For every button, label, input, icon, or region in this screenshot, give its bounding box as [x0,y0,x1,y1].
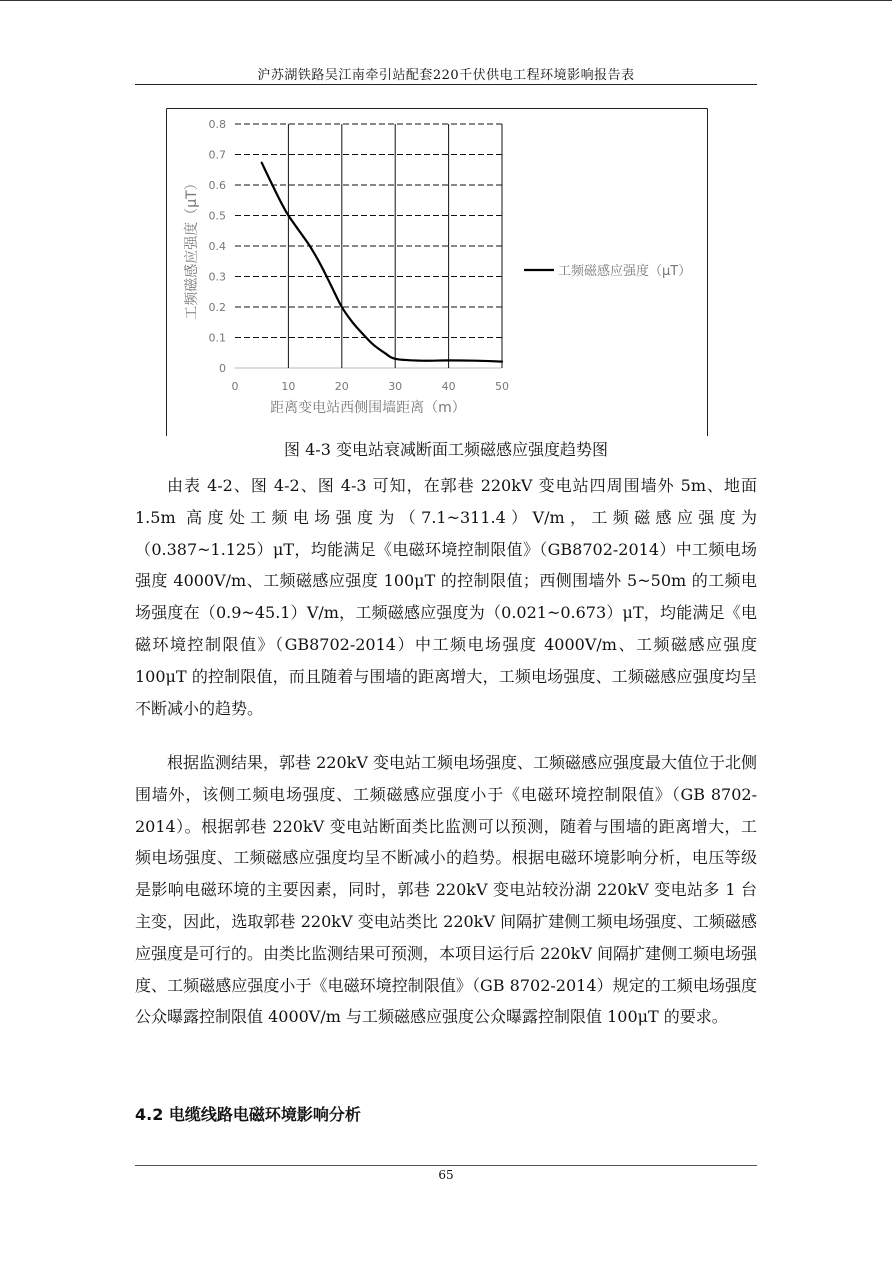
decay-chart [166,108,708,436]
legend-label: 工频磁感应强度（μT） [558,264,692,279]
x-tick-label: 40 [441,380,456,393]
page-header-title: 沪苏湖铁路吴江南牵引站配套220千伏供电工程环境影响报告表 [257,68,635,83]
y-tick-label: 0.4 [208,240,226,253]
x-tick-labels [232,380,510,393]
grid-layer [235,124,502,368]
x-axis-label: 距离变电站西侧围墙距离（m） [270,400,466,416]
header-rule [135,84,757,85]
top-border-line [0,0,892,1]
y-tick-label: 0.3 [208,270,226,284]
y-tick-label: 0.2 [208,301,226,314]
y-tick-label: 0.1 [208,331,226,345]
y-tick-label: 0.5 [208,209,226,223]
x-tick-label: 50 [495,380,509,393]
x-tick-label: 0 [231,380,239,393]
y-tick-label: 0.7 [208,148,226,162]
y-tick-labels [209,118,227,375]
page-number: 65 [438,1168,454,1182]
footer-rule [135,1165,757,1166]
y-axis-label: 工频磁感应强度（μT） [184,176,200,320]
y-tick-label: 0.8 [208,118,226,131]
section-heading: 4.2 电缆线路电磁环境影响分析 [135,1105,361,1124]
x-tick-label: 30 [388,380,403,393]
x-tick-label: 10 [281,380,296,393]
series-line-magnetic-induction [262,163,502,362]
body-paragraph-2: 根据监测结果，郭巷 220kV 变电站工频电场强度、工频磁感应强度最大值位于北侧围墙外，该侧工频电场强度、工频磁感应强度小于《电磁环境控制限值》（GB 8702-2014）。根据郭巷 220kV 变电站断面类比监测可以预测，随着与围墙的距离增大，工频电场强度、工频磁感应强度均呈不断减小的趋势。根据电磁环境影响分析，电压等级是影响电磁环境的主要因素，同时，郭巷 220kV 变电站较汾湖 220kV 变电站多 1 台主变，因此，选取郭巷 220kV 变电站类比 220kV 间隔扩建侧工频电场强度、工频磁感应强度是可行的。由类比监测结果可预测，本项目运行后 220kV 间隔扩建侧工频电场强度、工频磁感应强度小于《电磁环境控制限值》（GB 8702-2014）规定的工频电场强度公众曝露控制限值 4000V/m 与工频磁感应强度公众曝露控制限值 100μT 的要求。 [135,753,757,1027]
y-tick-label: 0.6 [208,179,226,192]
figure-caption: 图 4-3 变电站衰减断面工频磁感应强度趋势图 [284,440,608,459]
y-tick-label: 0 [219,362,226,375]
x-tick-label: 20 [334,380,349,393]
body-paragraph-1: 由表 4-2、图 4-2、图 4-3 可知，在郭巷 220kV 变电站四周围墙外 5m、地面 1.5m 高度处工频电场强度为（7.1~311.4）V/m，工频磁感应强度为（0.387~1.125）μT，均能满足《电磁环境控制限值》（GB8702-2014）中工频电场强度 4000V/m、工频磁感应强度 100μT 的控制限值；西侧围墙外 5~50m 的工频电场强度在（0.9~45.1）V/m，工频磁感应强度为（0.021~0.673）μT，均能满足《电磁环境控制限值》（GB8702-2014）中工频电场强度 4000V/m、工频磁感应强度 100μT 的控制限值，而且随着与围墙的距离增大，工频电场强度、工频磁感应强度均呈不断减小的趋势。 [135,476,757,718]
chart-svg [166,108,708,436]
